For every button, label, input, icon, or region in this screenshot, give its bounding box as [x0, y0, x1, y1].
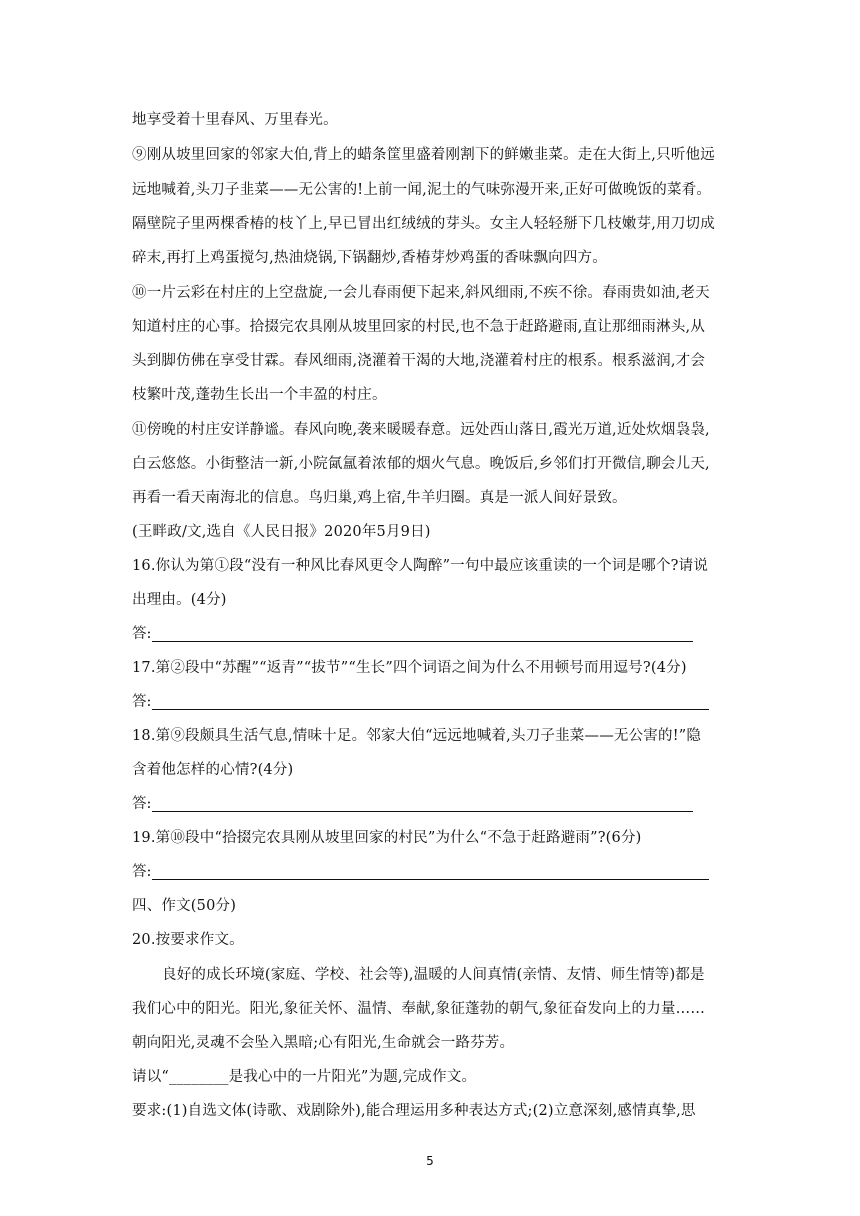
answer-blank-line[interactable] [152, 811, 693, 812]
paragraph-10-line: ⑩一片云彩在村庄的上空盘旋,一会儿春雨便下起来,斜风细雨,不疾不徐。春雨贵如油,老天 [132, 285, 710, 301]
prompt-line: 朝向阳光,灵魂不会坠入黑暗;心有阳光,生命就会一路芬芳。 [132, 1035, 515, 1051]
paragraph-9-line: 远地喊着,头刀子韭菜——无公害的!上前一闻,泥土的气味弥漫开来,正好可做晚饭的菜肴。 [132, 182, 712, 198]
answer-18[interactable] [132, 794, 151, 814]
prompt-line: 我们心中的阳光。阳光,象征关怀、温情、奉献,象征蓬勃的朝气,象征奋发向上的力量…… [132, 1001, 706, 1017]
answer-19[interactable] [132, 862, 151, 882]
passage-line: 地享受着十里春风、万里春光。 [132, 112, 338, 128]
paragraph-11-line: 再看一看天南海北的信息。鸟归巢,鸡上宿,牛羊归圈。真是一派人间好景致。 [132, 490, 627, 506]
prompt-title-instruction: 请以“________是我心中的一片阳光”为题,完成作文。 [132, 1069, 477, 1085]
question-16-cont: 出理由。(4分) [132, 592, 227, 608]
paragraph-11-line: 白云悠悠。小街整洁一新,小院氤氲着浓郁的烟火气息。晚饭后,乡邻们打开微信,聊会儿天, [132, 456, 710, 472]
answer-16[interactable] [132, 624, 151, 644]
answer-label: 答: [132, 796, 152, 812]
answer-blank-line[interactable] [152, 709, 709, 710]
paragraph-10-line: 头到脚仿佛在享受甘霖。春风细雨,浇灌着干渴的大地,浇灌着村庄的根系。根系滋润,才会 [132, 353, 706, 369]
requirements-line: 要求:(1)自选文体(诗歌、戏剧除外),能合理运用多种表达方式;(2)立意深刻,感情真挚,思 [132, 1103, 696, 1119]
answer-17[interactable] [132, 692, 151, 712]
prompt-line: 良好的成长环境(家庭、学校、社会等),温暖的人间真情(亲情、友情、师生情等)都是 [162, 967, 705, 983]
answer-label: 答: [132, 694, 152, 710]
answer-blank-line[interactable] [152, 879, 709, 880]
page-number: 5 [426, 1154, 434, 1168]
question-18-cont: 含着他怎样的心情?(4分) [132, 762, 294, 778]
answer-label: 答: [132, 626, 152, 642]
paragraph-9-line: 隔壁院子里两棵香椿的枝丫上,早已冒出红绒绒的芽头。女主人轻轻掰下几枝嫩芽,用刀切成 [132, 216, 715, 232]
question-20: 20.按要求作文。 [132, 932, 244, 948]
paragraph-11-line: ⑪傍晚的村庄安详静谧。春风向晚,袭来暖暖春意。远处西山落日,霞光万道,近处炊烟袅袅, [132, 422, 710, 438]
paragraph-10-line: 知道村庄的心事。拾掇完农具刚从坡里回家的村民,也不急于赶路避雨,直让那细雨淋头,从 [132, 319, 706, 335]
answer-label: 答: [132, 864, 152, 880]
paragraph-9-line: ⑨刚从坡里回家的邻家大伯,背上的蜡条筐里盛着刚割下的鲜嫩韭菜。走在大街上,只听他远 [132, 147, 715, 163]
question-19: 19.第⑩段中“拾掇完农具刚从坡里回家的村民”为什么“不急于赶路避雨”?(6分) [132, 830, 642, 846]
paragraph-10-line: 枝繁叶茂,蓬勃生长出一个丰盈的村庄。 [132, 387, 387, 403]
section-heading-composition: 四、作文(50分) [132, 898, 237, 914]
question-18: 18.第⑨段颇具生活气息,情味十足。邻家大伯“远远地喊着,头刀子韭菜——无公害的!”隐 [132, 728, 702, 744]
question-17: 17.第②段中“苏醒”“返青”“拔节”“生长”四个词语之间为什么不用顿号而用逗号?(4分) [132, 660, 687, 676]
paragraph-9-line: 碎末,再打上鸡蛋搅匀,热油烧锅,下锅翻炒,香椿芽炒鸡蛋的香味飘向四方。 [132, 250, 607, 266]
question-16: 16.你认为第①段“没有一种风比春风更令人陶醉”一句中最应该重读的一个词是哪个?请说 [132, 558, 709, 574]
answer-blank-line[interactable] [152, 641, 693, 642]
source-citation: (王畔政/文,选自《人民日报》2020年5月9日) [132, 524, 431, 540]
